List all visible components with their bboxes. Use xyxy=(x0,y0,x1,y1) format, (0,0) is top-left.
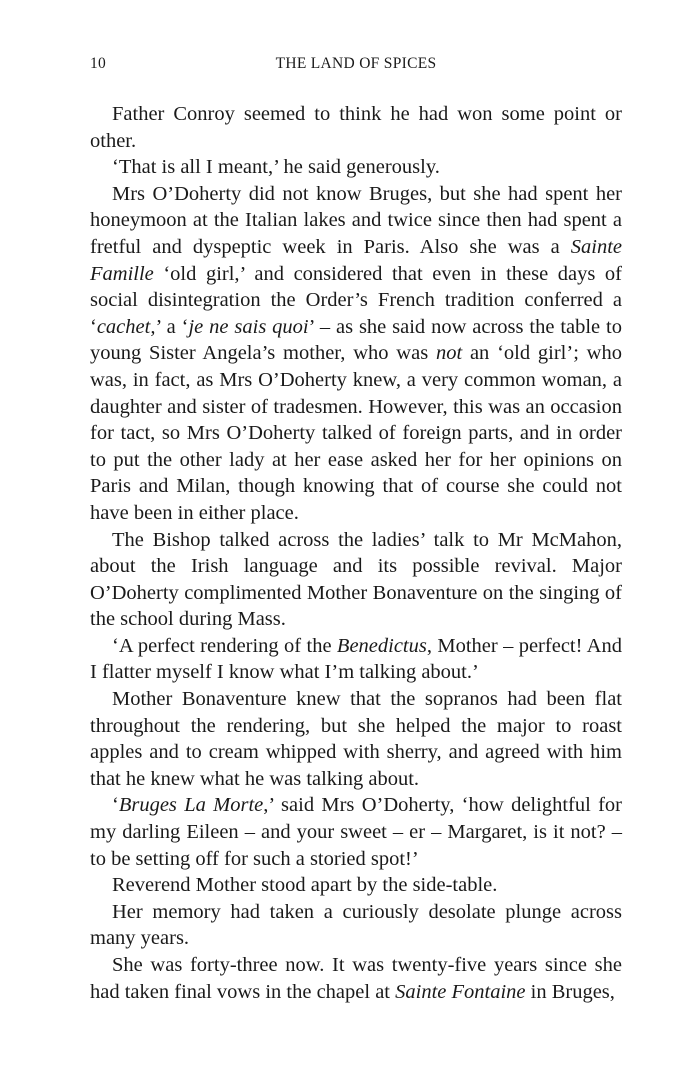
italic-text: Sainte Fontaine xyxy=(395,980,526,1003)
italic-text: Bruges La Morte xyxy=(118,794,264,817)
italic-text: not xyxy=(435,342,463,365)
text-run: in Bruges, xyxy=(525,980,615,1003)
text-run: Her memory had taken a curiously desolate plunge across many years. xyxy=(90,900,622,950)
paragraph xyxy=(90,899,622,952)
paragraph xyxy=(90,872,622,899)
text-run: Reverend Mother stood apart by the side-table. xyxy=(112,874,498,897)
text-run: , Mother – perfect! And I flatter myself I know what I’m talking about.’ xyxy=(90,634,622,684)
paragraph xyxy=(90,633,622,686)
italic-text: Sainte Famille xyxy=(90,235,622,285)
book-title: THE LAND OF SPICES xyxy=(275,55,437,72)
text-run: She was forty-three now. It was twenty-five years since she had taken final vows in the chapel at xyxy=(90,954,622,1003)
italic-text: je ne sais quoi xyxy=(188,315,309,338)
text-run: The Bishop talked across the ladies’ talk to Mr McMahon, about the Irish language and its possible revival. Major O’Doherty complimented Mother Bonaventure on the singing of the school during Mass. xyxy=(90,528,622,631)
text-run: ’ – as she said now across the table to young Sister Angela’s mother, who was xyxy=(90,315,622,365)
paragraph xyxy=(90,952,622,1005)
text-run: Mother Bonaventure knew that the sopranos had been flat throughout the rendering, but she helped the major to roast apples and to cream whipped with sherry, and agreed with him that he knew what he was talking about. xyxy=(90,688,622,790)
text-run: ‘A perfect rendering of the xyxy=(112,634,337,657)
text-run: Father Conroy seemed to think he had won some point or other. xyxy=(90,103,622,152)
body-text xyxy=(90,101,622,1005)
text-run: ‘ xyxy=(112,794,119,817)
italic-text: Benedictus xyxy=(336,634,427,657)
paragraph xyxy=(90,686,622,792)
paragraph xyxy=(90,527,622,633)
paragraph xyxy=(90,181,622,527)
paragraph xyxy=(90,792,622,872)
text-run: Mrs O’Doherty did not know Bruges, but she had spent her honeymoon at the Italian lakes and twice since then had spent a fretful and dyspeptic week in Paris. Also she was a xyxy=(90,182,622,258)
page-number: 10 xyxy=(90,55,107,72)
text-run: ‘That is all I meant,’ he said generously. xyxy=(112,156,440,179)
text-run: ’ a ‘ xyxy=(155,315,189,338)
italic-text: cachet, xyxy=(96,315,156,338)
paragraph xyxy=(90,101,622,154)
paragraph xyxy=(90,154,622,181)
text-run: ‘old girl,’ and considered that even in these days of social disintegration the Order’s French tradition conferred a ‘ xyxy=(90,262,622,338)
running-head xyxy=(90,55,622,77)
text-run: ,’ said Mrs O’Doherty, ‘how delightful for my darling Eileen – and your sweet – er – Margaret, is it not? – to be setting off for such a storied spot!’ xyxy=(90,794,623,870)
text-run: an ‘old girl’; who was, in fact, as Mrs O’Doherty knew, a very common woman, a daughter and sister of tradesmen. However, this was an occasion for tact, so Mrs O’Doherty talked of foreign parts, and in order to put the other lady at her ease asked her for her opinions on Paris and Milan, though knowing that of course she could not have been in either place. xyxy=(90,342,622,524)
